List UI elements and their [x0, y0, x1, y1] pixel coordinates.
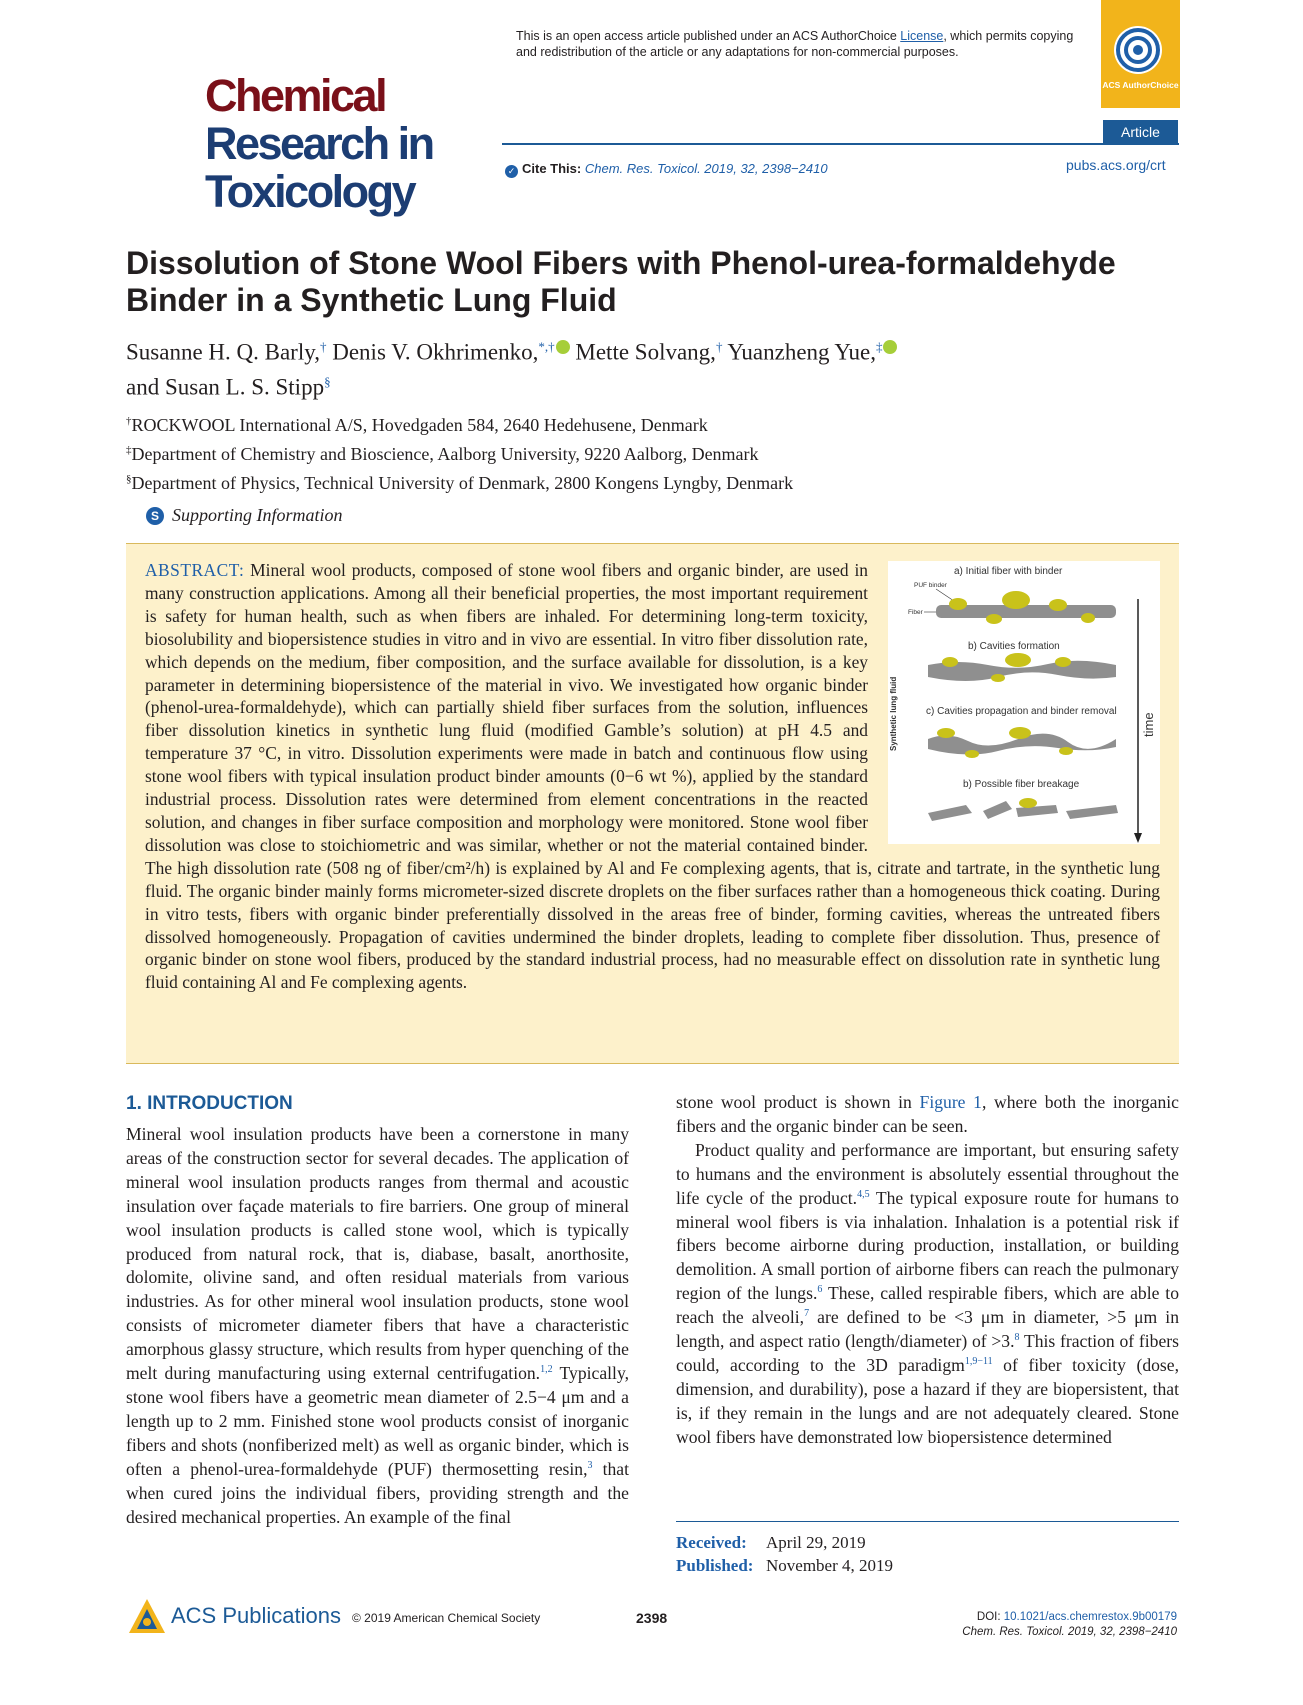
fiber-fragment — [1066, 805, 1118, 819]
toc-panel-b: b) Cavities formation — [968, 641, 1060, 652]
header-rule — [502, 143, 1179, 145]
toc-graphic — [888, 561, 1160, 844]
supporting-info-icon: S — [146, 507, 164, 525]
author-sup: § — [324, 373, 331, 389]
abstract-text: Mineral wool products, composed of stone wool fibers and organic binder, are used in many construction applications. Among all their beneficial properties, the most important requirement is safety for human health, such as when fibers are inhaled. For determining long-term toxicity, biosolubility and biopersistence studies in vitro and in vivo are essential. In vitro fiber dissolution rate, which depends on the medium, fiber composition, and the surface available for dissolution, is a key parameter in determining biopersistence of the material in vivo. We investigated how organic binder (phenol-urea-formaldehyde), which can partially shield fiber surfaces from the solution, influences fiber dissolution kinetics in synthetic lung fluid (modified Gamble’s solution) at pH 4.5 and temperature 37 °C, in vitro. Dissolution experiments were made in batch and continuous flow using stone wool fibers with typical insulation product binder amounts (0−6 wt %), applied by the standard industrial process. Dissolution rates were determined from element concentrations in the reacted solution, and changes in fiber surface composition and morphology were monitored. Stone wool fiber dissolution was close to stoichiometric and was similar, whether or not the material contained binder. The high dissolution rate (508 ng of fiber/cm²/h) is explained by Al and Fe complexing agents, that is, citrate and tartrate, in the synthetic lung fluid. The organic binder mainly forms micrometer-sized discrete droplets on the fiber surfaces rather than a homogeneous thick coating. During in vitro tests, fibers with organic binder preferentially dissolved in the areas free of binder, forming cavities, whereas the untreated fibers dissolved homogeneously. Propagation of cavities undermined the binder droplets, leading to complete fiber dissolution. Thus, presence of organic binder on stone wool fibers, produced by the standard industrial process, had no measurable effect on dissolution rate in synthetic lung fluid containing Al and Fe complexing agents. — [145, 560, 1160, 993]
paragraph-text: Mineral wool insulation products have been a cornerstone in many areas of the construction sector for several decades. The application of mineral wool insulation products ranges from thermal and acoustic insulation over façade materials to fire barriers. One group of mineral wool insulation products is called stone wool, which is typically produced from natural rock, that is, diabase, basalt, anorthosite, dolomite, olivine sand, and often residual materials from various industries. As for other mineral wool insulation products, stone wool consists of micrometer diameter fibers that have a characteristic amorphous glassy structure, which results from hyper quenching of the melt during manufacturing using external centrifugation. — [126, 1124, 629, 1384]
reference-link[interactable]: 6 — [817, 1284, 823, 1296]
paragraph-text: Product quality and performance are important, but ensuring safety to humans and the environment is absolutely essential throughout the life cycle of the product. — [676, 1139, 1179, 1208]
binder-droplet — [1059, 747, 1073, 755]
journal-logo — [205, 72, 435, 216]
affiliation-text: ROCKWOOL International A/S, Hovedgaden 584, 2640 Hedehusene, Denmark — [131, 415, 708, 435]
badge-label: ACS AuthorChoice — [1102, 80, 1179, 90]
cite-this[interactable] — [505, 161, 828, 178]
reference-link[interactable]: 4,5 — [857, 1188, 870, 1200]
published-label: Published: — [676, 1556, 754, 1575]
supporting-info-label: Supporting Information — [172, 505, 343, 525]
dates-rule — [676, 1521, 1179, 1522]
reference-link[interactable]: 3 — [587, 1459, 593, 1471]
doi-label: DOI: — [976, 1611, 1004, 1623]
acs-authorchoice-badge[interactable] — [1101, 0, 1180, 108]
left-column — [126, 1123, 629, 1529]
paragraph-text: that when cured joins the individual fibers, providing strength and the desired mechanical properties. An example of the final — [126, 1458, 630, 1527]
binder-droplet — [1002, 591, 1030, 609]
footer-citation: Chem. Res. Toxicol. 2019, 32, 2398−2410 — [962, 1626, 1177, 1638]
toc-time-label: time — [1141, 712, 1156, 737]
open-access-icon — [1114, 26, 1162, 74]
toc-label-fiber: Fiber — [908, 609, 923, 616]
article-dates — [676, 1531, 893, 1577]
page-number: 2398 — [636, 1610, 668, 1626]
toc-label-puf: PUF binder — [914, 582, 947, 589]
toc-panel-a: a) Initial fiber with binder — [954, 566, 1063, 577]
author-name[interactable]: Susanne H. Q. Barly, — [126, 339, 320, 365]
acs-logo-icon[interactable] — [127, 1597, 167, 1642]
supporting-information-link[interactable] — [146, 505, 343, 526]
paragraph-text: This fraction of fibers could, according to the 3D paradigm — [676, 1331, 1179, 1375]
paragraph-text: are defined to be <3 μm in diameter, >5 μm in length, and aspect ratio (length/diameter) of >3. — [676, 1307, 1179, 1352]
binder-droplet — [937, 728, 955, 738]
received-label: Received: — [676, 1533, 747, 1552]
affiliation-mark: § — [126, 473, 132, 485]
binder-droplet — [991, 674, 1005, 682]
binder-droplet — [1049, 599, 1067, 611]
article-title: Dissolution of Stone Wool Fibers with Phenol-urea-formaldehyde Binder in a Synthetic Lung Fluid — [126, 245, 1116, 318]
puf-pointer — [936, 589, 954, 601]
publisher-name[interactable]: ACS Publications — [171, 1603, 341, 1628]
received-date: April 29, 2019 — [766, 1533, 866, 1552]
notice-text: This is an open access article published under an ACS AuthorChoice — [516, 29, 901, 43]
author-sup: *,† — [538, 339, 555, 354]
binder-droplet — [1019, 798, 1037, 808]
binder-droplet — [965, 750, 979, 758]
binder-droplet — [986, 614, 1002, 624]
journal-line-3: Toxicology — [205, 166, 415, 217]
journal-site-link[interactable]: pubs.acs.org/crt — [1066, 157, 1166, 173]
paragraph-text: These, called respirable fibers, which are able to reach the alveoli, — [676, 1283, 1179, 1328]
toc-graphic-svg — [888, 561, 1160, 844]
paragraph-text: The typical exposure route for humans to mineral wool fibers is via inhalation. Inhalation is a potential risk if fibers become airborne during production, installation, or building demolition. A small portion of airborne fibers can reach the pulmonary region of the lungs. — [676, 1187, 1179, 1304]
affiliation — [126, 439, 759, 465]
toc-panel-c: c) Cavities propagation and binder removal — [926, 706, 1117, 717]
reference-link[interactable]: 1,2 — [540, 1364, 553, 1376]
published-date: November 4, 2019 — [766, 1556, 894, 1575]
paragraph-text: Typically, stone wool fibers have a geometric mean diameter of 2.5−4 μm and a length up to 2 mm. Finished stone wool products consist of inorganic fibers and shots (nonfiberized melt) as well as organic binder, which is often a phenol-urea-formaldehyde (PUF) thermosetting resin, — [126, 1363, 629, 1479]
open-access-notice — [516, 28, 1086, 60]
author-name[interactable]: and Susan L. S. Stipp — [126, 374, 325, 400]
check-icon: ✓ — [505, 165, 518, 178]
abstract — [145, 559, 1160, 994]
figure-link[interactable]: Figure 1 — [919, 1092, 982, 1112]
paragraph-text: of fiber toxicity (dose, dimension, and durability), pose a hazard if they are biopersistent, that is, if they remain in the lungs and are not adequately cleared. Stone wool fibers have demonstrated low biopersistence determined — [676, 1354, 1179, 1447]
author-name[interactable]: Denis V. Okhrimenko, — [332, 339, 539, 365]
journal-line-2: Research in — [205, 118, 433, 169]
toc-side-label: Synthetic lung fluid — [889, 676, 898, 751]
binder-droplet — [1009, 727, 1031, 739]
affiliation-mark: ‡ — [126, 444, 132, 456]
article-type-tag: Article — [1103, 120, 1178, 144]
author-sup: † — [715, 339, 723, 354]
author-name[interactable]: Yuanzheng Yue, — [727, 339, 876, 365]
affiliation-text: Department of Physics, Technical University of Denmark, 2800 Kongens Lyngby, Denmark — [131, 473, 794, 493]
fiber-fragment — [928, 805, 972, 821]
cite-label: Cite This: — [522, 161, 582, 176]
fiber-fragment — [983, 801, 1012, 819]
paragraph-text: stone wool product is shown in — [676, 1092, 920, 1112]
author-list — [126, 332, 1126, 401]
reference-link[interactable]: 7 — [804, 1308, 810, 1320]
affiliation-text: Department of Chemistry and Bioscience, Aalborg University, 9220 Aalborg, Denmark — [131, 444, 759, 464]
doi-link[interactable]: 10.1021/acs.chemrestox.9b00179 — [1003, 1611, 1177, 1623]
author-sup: ‡ — [875, 339, 883, 354]
binder-droplet — [942, 657, 958, 667]
doi-block — [962, 1610, 1177, 1640]
orcid-icon[interactable] — [556, 340, 570, 354]
binder-droplet — [1081, 613, 1095, 623]
copyright: © 2019 American Chemical Society — [352, 1611, 541, 1625]
license-link[interactable]: License — [900, 29, 944, 43]
reference-link[interactable]: 1,9−11 — [964, 1356, 993, 1368]
section-heading: 1. INTRODUCTION — [126, 1093, 293, 1114]
author-sup: † — [319, 339, 327, 354]
right-column — [676, 1091, 1179, 1450]
affiliation — [126, 410, 708, 436]
orcid-icon[interactable] — [883, 340, 897, 354]
binder-droplet — [949, 598, 967, 610]
reference-link[interactable]: 8 — [1014, 1332, 1020, 1344]
abstract-label: ABSTRACT: — [145, 560, 245, 580]
time-arrowhead — [1134, 833, 1142, 843]
binder-droplet — [1005, 653, 1031, 667]
notice-text-end: , which permits copying and redistribution of the article or any adaptations for non-commercial purposes. — [516, 29, 1074, 59]
paragraph-text: , where both the inorganic fibers and the organic binder can be seen. — [676, 1092, 1179, 1136]
author-name[interactable]: Mette Solvang, — [575, 339, 716, 365]
affiliation — [126, 468, 793, 494]
binder-droplet — [1055, 657, 1071, 667]
cite-value[interactable]: Chem. Res. Toxicol. 2019, 32, 2398−2410 — [584, 161, 828, 176]
journal-line-1: Chemical — [205, 70, 386, 121]
toc-panel-d: b) Possible fiber breakage — [963, 779, 1080, 790]
affiliation-mark: † — [126, 415, 132, 427]
